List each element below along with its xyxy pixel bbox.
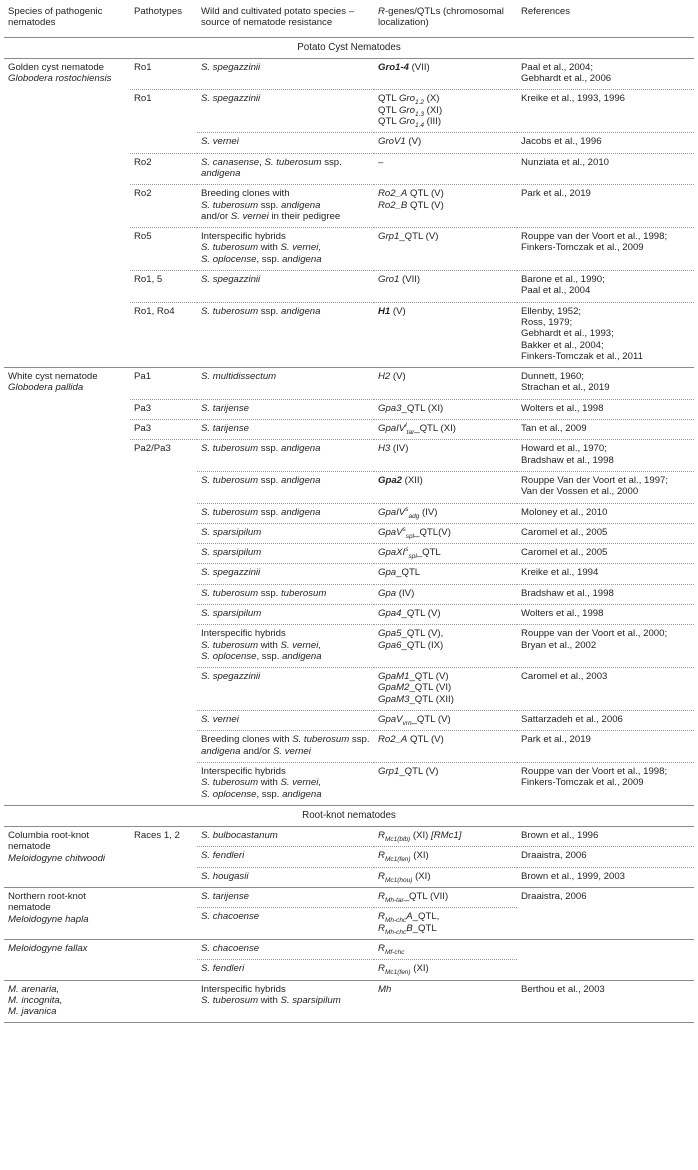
species-cell: Northern root-knot nematode Meloidogyne hapla [4, 888, 130, 940]
table-row: Interspecific hybrids S. tuberosum with S. vernei, S. oplocense, ssp. andigena Grp1_QTL (V) Rouppe van der Voort et al., 1998; Finkers-Tomczak et al., 2009 [4, 762, 694, 805]
table-header-row [4, 4, 694, 37]
species-cell: Columbia root-knot nematode Meloidogyne chitwoodi [8, 830, 106, 864]
table-row: Ro1 S. spegazzinii QTL Gro$_{1.2}$ (X) QTL Gro$_{1.3}$ (XI) QTL Gro$_{1.4}$ (III) Kreike et al., 1993, 1996 [4, 90, 694, 133]
species-cell: White cyst nematode Globodera pallida [4, 368, 130, 806]
table-row: S. tuberosum ssp. andigena Gpa2 (XII) Rouppe Van der Voort et al., 1997; Van der Vossen et al., 2000 [4, 471, 694, 503]
resistance-genes-table [4, 4, 694, 1023]
header-references: References [517, 4, 694, 37]
table-row: S. tuberosum ssp. tuberosum Gpa (IV) Bradshaw et al., 1998 [4, 584, 694, 604]
table-row: Breeding clones with S. tuberosum ssp. andigena and/or S. vernei Ro2_A QTL (V) Park et al., 2019 [4, 731, 694, 763]
table-row: Ro1, 5 S. spegazzinii Gro1 (VII) Barone et al., 1990; Paal et al., 2004 [4, 271, 694, 303]
table-row: Pa2/Pa3 S. tuberosum ssp. andigena H3 (IV) Howard et al., 1970; Bradshaw et al., 1998 [4, 440, 694, 472]
table-row: Golden cyst nematode Globodera rostochiensis Ro1 S. spegazzinii Gro1-4 (VII) Paal et al., 2004; Gebhardt et al., 2006 [4, 58, 694, 90]
table-row: Ro2 S. canasense, S. tuberosum ssp. andigena – Nunziata et al., 2010 [4, 153, 694, 185]
table-row: Pa3 S. tarijense Gpa3_QTL (XI) Wolters et al., 1998 [4, 399, 694, 419]
table-row: S. sparsipilum Gpa4_QTL (V) Wolters et al., 1998 [4, 604, 694, 624]
table-row: S. spegazzinii GpaM1_QTL (V) GpaM2_QTL (VI) GpaM3_QTL (XII) Caromel et al., 2003 [4, 668, 694, 711]
header-source: Wild and cultivated potato species – source of nematode resistance [197, 4, 374, 37]
table-row: S. spegazzinii Gpa_QTL Kreike et al., 1994 [4, 564, 694, 584]
section-row: Potato Cyst Nematodes [4, 37, 694, 58]
table-row: Columbia root-knot nematode Meloidogyne chitwoodi Races 1, 2 S. bulbocastanum $R_{Mc1(blb)}$ (XI) [RMc1] Brown et al., 1996 [4, 827, 694, 847]
table-row: S. fendleri $R_{Mc1(fen)}$ (XI) Draaistra, 2006 [4, 847, 694, 867]
table-row: Ro1, Ro4 S. tuberosum ssp. andigena H1 (V) Ellenby, 1952; Ross, 1979; Gebhardt et al., 1993; Bakker et al., 2004; Finkers-Tomczak et al., 2011 [4, 302, 694, 367]
table-row: S. chacoense $R_{Mh-chc}A\_QTL$, $R_{Mh-chc}B\_QTL$ [4, 908, 694, 940]
table-row: Meloidogyne fallax S. chacoense $R_{Mf-chc}$ [4, 939, 694, 959]
header-species: Species of pathogenic nematodes [4, 4, 130, 37]
header-pathotypes: Pathotypes [130, 4, 197, 37]
table-row: Pa3 S. tarijense GpaIV$^l_{tar}$_QTL (XI) Tan et al., 2009 [4, 420, 694, 440]
table-row: S. hougasii $R_{Mc1(hou)}$ (XI) Brown et al., 1999, 2003 [4, 867, 694, 887]
species-cell: Golden cyst nematode Globodera rostochiensis [8, 61, 112, 85]
table-row: Interspecific hybrids S. tuberosum with S. vernei, S. oplocense, ssp. andigena Gpa5_QTL (V), Gpa6_QTL (IX) Rouppe van der Voort et al., 2000; Bryan et al., 2002 [4, 625, 694, 668]
table-row: S. vernei GroV1 (V) Jacobs et al., 1996 [4, 133, 694, 153]
section-row: Root-knot nematodes [4, 805, 694, 826]
table-row: S. sparsipilum GpaV$^s_{spl}$_QTL(V) Caromel et al., 2005 [4, 523, 694, 543]
table-row: Ro2 Breeding clones with S. tuberosum ssp. andigena and/or S. vernei in their pedigree Ro2_A QTL (V) Ro2_B QTL (V) Park et al., 2019 [4, 185, 694, 228]
table-row: White cyst nematode Globodera pallida Pa1 S. multidissectum H2 (V) Dunnett, 1960; Strachan et al., 2019 [4, 368, 694, 400]
header-genes: R-genes/QTLs (chromosomal localization) [374, 4, 517, 37]
table-row: S. sparsipilum GpaXI$^s_{spl}$_QTL Caromel et al., 2005 [4, 544, 694, 564]
table-row: S. vernei GpaV$_{vrn}$_QTL (V) Sattarzadeh et al., 2006 [4, 711, 694, 731]
table-row: M. arenaria, M. incognita, M. javanica Interspecific hybrids S. tuberosum with S. sparsipilum Mh Berthou et al., 2003 [4, 980, 694, 1023]
table-row: Ro5 Interspecific hybrids S. tuberosum with S. vernei, S. oplocense, ssp. andigena Grp1_QTL (V) Rouppe van der Voort et al., 1998; Finkers-Tomczak et al., 2009 [4, 228, 694, 271]
table-row: Northern root-knot nematode Meloidogyne hapla S. tarijense $R_{Mh-tar}\_QTL$ (VII) Draaistra, 2006 [4, 888, 694, 908]
species-cell: Meloidogyne fallax [4, 939, 130, 980]
species-cell: M. arenaria, M. incognita, M. javanica [4, 980, 130, 1023]
table-row: S. tuberosum ssp. andigena GpaIV$^s_{adg}$ (IV) Moloney et al., 2010 [4, 503, 694, 523]
table-row: S. fendleri $R_{Mc1(fen)}$ (XI) [4, 960, 694, 980]
